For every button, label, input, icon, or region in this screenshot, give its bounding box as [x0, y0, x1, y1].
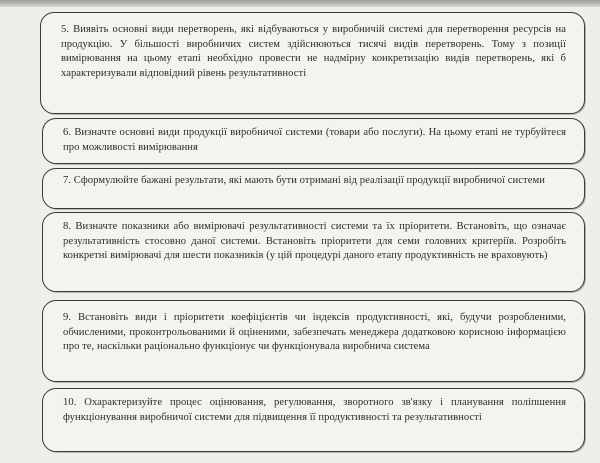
- step-9-text: [63, 311, 566, 355]
- step-8-body: Визначте показники або вимірювачі результативності системи та їх пріоритети. Встановіть, що означає результативність стосовно даної системи. Встановіть пріоритети для семи головних критеріїв. Розробіть конкретні вимірювачі для шести показників (у цій процедурі даного етапу продуктивність не враховують): [63, 221, 566, 262]
- step-5-number: 5.: [61, 24, 70, 35]
- step-6-text: [63, 126, 566, 155]
- step-10-number: 10.: [63, 397, 77, 408]
- step-9-number: 9.: [63, 312, 72, 323]
- step-box-7: [42, 168, 585, 209]
- page-top-edge: [0, 0, 600, 7]
- step-10-body: Охарактеризуйте процес оцінювання, регулювання, зворотного зв'язку і планування поліпшення функціонування виробничої системи для підвищення її продуктивності та результативності: [63, 397, 566, 423]
- step-6-body: Визначте основні види продукції виробничої системи (товари або послуги). На цьому етапі не турбуйтеся про можливості вимірювання: [63, 127, 566, 153]
- step-box-5: [40, 12, 585, 114]
- step-7-body: Сформулюйте бажані результати, які мають бути отримані від реалізації продукції виробничої системи: [73, 175, 545, 186]
- step-5-text: [61, 23, 566, 81]
- step-10-text: [63, 396, 566, 425]
- step-7-text: [63, 174, 566, 189]
- step-8-text: [63, 220, 566, 264]
- step-7-number: 7.: [63, 175, 72, 186]
- step-9-body: Встановіть види і пріоритети коефіцієнтів чи індексів продуктивності, які, будучи розробленими, обчисленими, проконтрольованими й оціненими, забезпечать менеджера додатковою корисною інформацією про те, наскільки раціонально функціонує чи функціонувала виробнича система: [63, 312, 566, 353]
- step-box-8: [42, 212, 585, 292]
- step-6-number: 6.: [63, 127, 72, 138]
- step-8-number: 8.: [63, 221, 72, 232]
- step-5-body: Виявіть основні види перетворень, які відбуваються у виробничій системі для перетворення ресурсів на продукцію. У більшості виробничих систем здійснюються тисячі видів перетворень. Тому з позиції вимірювання на цьому етапі необхідно провести не надмірну конкретизацію видів перетворень, які б характеризували відповідний рівень результативності: [61, 24, 567, 79]
- step-box-10: [42, 388, 585, 452]
- step-box-6: [42, 118, 585, 164]
- step-box-9: [42, 300, 585, 382]
